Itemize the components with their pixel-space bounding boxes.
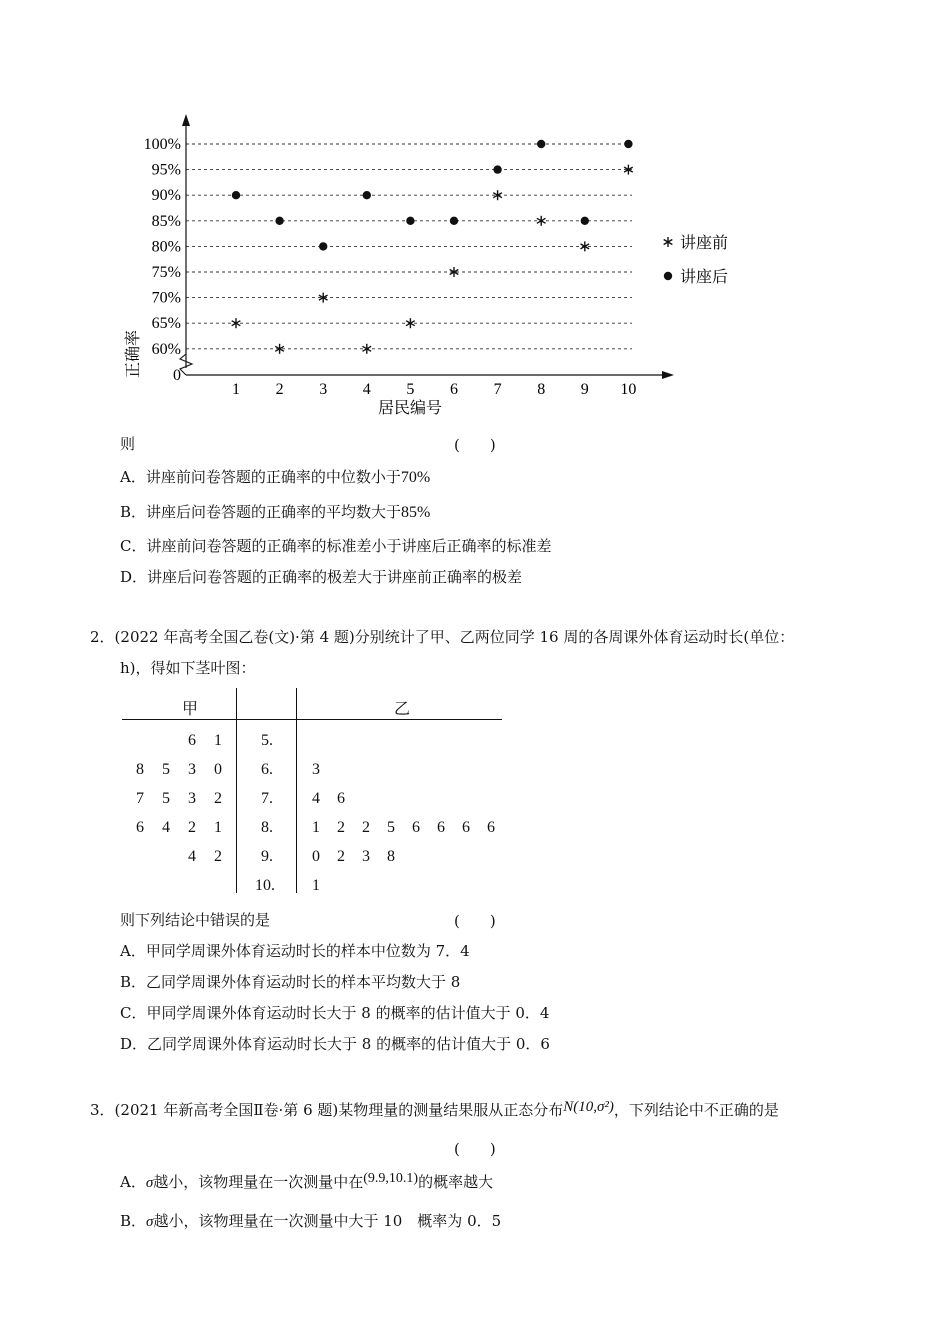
stem-leaf-header-right: 乙 bbox=[394, 701, 411, 718]
left-leaf: 1 bbox=[214, 819, 222, 836]
left-leaf: 8 bbox=[136, 761, 144, 778]
x-tick-labels bbox=[232, 381, 636, 398]
after-lecture-point bbox=[275, 217, 283, 225]
x-axis-arrow bbox=[662, 371, 674, 379]
left-leaf: 4 bbox=[162, 819, 170, 836]
left-leaf: 3 bbox=[188, 790, 196, 807]
option-text: 讲座前问卷答题的正确率的标准差小于讲座后正确率的标准差 bbox=[146, 537, 552, 555]
after-lecture-point bbox=[363, 191, 371, 199]
option-key: D． bbox=[120, 1035, 148, 1053]
right-leaf: 2 bbox=[362, 819, 370, 836]
option-text: 讲座后问卷答题的正确率的极差大于讲座前正确率的极差 bbox=[147, 568, 523, 586]
legend-label: 讲座后 bbox=[680, 267, 729, 286]
stem-value: 8. bbox=[261, 819, 273, 836]
left-leaf: 0 bbox=[214, 761, 222, 778]
option-key: B． bbox=[120, 1212, 147, 1230]
q2-option-b bbox=[120, 972, 460, 992]
option-text: 乙同学周课外体育运动时长的样本平均数大于 8 bbox=[146, 973, 461, 991]
scatter-chart bbox=[0, 100, 800, 430]
q3-option-a bbox=[120, 1172, 493, 1194]
q1-option-d bbox=[120, 567, 522, 587]
stem-value: 10. bbox=[255, 877, 275, 894]
y-axis-arrow bbox=[182, 114, 190, 126]
right-leaf: 4 bbox=[312, 790, 320, 807]
y-tick-label: 70% bbox=[151, 289, 181, 307]
y-tick-label: 75% bbox=[151, 264, 181, 281]
right-leaf: 2 bbox=[337, 848, 345, 865]
x-tick-label: 6 bbox=[450, 381, 458, 398]
left-leaf: 2 bbox=[188, 819, 196, 836]
question-number: 2． bbox=[90, 628, 115, 646]
option-text: 甲同学周课外体育运动时长的样本中位数为 7．4 bbox=[145, 942, 470, 960]
left-leaf: 7 bbox=[136, 790, 144, 807]
normal-distribution-formula: N(10,σ²) bbox=[563, 1099, 614, 1115]
left-leaf: 6 bbox=[188, 732, 196, 749]
interval-formula: (9.9,10.1) bbox=[363, 1171, 419, 1186]
left-leaf: 6 bbox=[136, 819, 144, 836]
right-leaf: 6 bbox=[437, 819, 445, 836]
stem-value: 6. bbox=[261, 761, 273, 778]
q1-option-b bbox=[120, 502, 430, 523]
x-tick-label: 10 bbox=[620, 381, 637, 398]
chart-legend bbox=[664, 233, 728, 286]
before-lecture-point bbox=[537, 216, 546, 226]
right-leaf: 5 bbox=[387, 819, 395, 836]
chart-gridlines bbox=[186, 144, 632, 349]
right-leaf: 3 bbox=[312, 761, 320, 778]
q1-option-a bbox=[120, 467, 430, 488]
option-value: 85% bbox=[401, 504, 431, 521]
after-lecture-point bbox=[450, 217, 458, 225]
option-text: 讲座后问卷答题的正确率的平均数大于 bbox=[146, 503, 402, 521]
stem-leaf-header-rule bbox=[122, 719, 502, 720]
option-key: B． bbox=[120, 973, 147, 991]
option-text: 甲同学周课外体育运动时长大于 8 的概率的估计值大于 0．4 bbox=[146, 1004, 550, 1022]
y-tick-label: 80% bbox=[151, 238, 181, 256]
stem-leaf-divider-left bbox=[236, 688, 237, 893]
right-leaf: 3 bbox=[362, 848, 370, 865]
q2-option-a bbox=[120, 941, 470, 961]
option-text-tail: 的概率越大 bbox=[418, 1173, 494, 1191]
y-tick-label: 0 bbox=[173, 367, 181, 384]
q1-answer-paren: ( ) bbox=[454, 436, 496, 454]
after-lecture-point bbox=[581, 217, 589, 225]
y-tick-label: 100% bbox=[143, 136, 181, 153]
right-leaf: 6 bbox=[412, 819, 420, 836]
q3-answer-paren: ( ) bbox=[454, 1140, 496, 1158]
q2-option-d bbox=[120, 1034, 550, 1054]
option-text: 越小，该物理量在一次测量中大于 10 概率为 0．5 bbox=[153, 1212, 502, 1230]
after-lecture-point bbox=[493, 165, 501, 173]
right-leaf: 6 bbox=[487, 819, 495, 836]
x-tick-label: 9 bbox=[580, 381, 589, 398]
x-tick-label: 4 bbox=[362, 381, 371, 398]
option-value: 70% bbox=[400, 469, 431, 486]
right-leaf: 2 bbox=[337, 819, 345, 836]
option-key: C． bbox=[120, 1004, 147, 1022]
q2-head-line1 bbox=[90, 627, 794, 647]
option-key: A． bbox=[120, 1173, 146, 1191]
right-leaf: 8 bbox=[387, 848, 395, 865]
q2-answer-paren: ( ) bbox=[454, 912, 496, 930]
option-key: D． bbox=[120, 568, 148, 586]
option-key: B． bbox=[120, 503, 147, 521]
right-leaf: 1 bbox=[312, 877, 320, 894]
before-lecture-point bbox=[406, 318, 415, 328]
y-axis-label: 正确率 bbox=[123, 329, 142, 378]
option-key: A． bbox=[120, 942, 146, 960]
option-text: 越小，该物理量在一次测量中在 bbox=[153, 1173, 364, 1191]
left-leaf: 3 bbox=[188, 761, 196, 778]
after-lecture-point bbox=[319, 242, 327, 250]
x-tick-label: 1 bbox=[232, 381, 240, 398]
stem-leaf-divider-right bbox=[296, 688, 297, 893]
q2-option-c bbox=[120, 1003, 549, 1023]
q3-head-line1 bbox=[90, 1100, 779, 1121]
before-lecture-point bbox=[362, 344, 371, 354]
option-key: A． bbox=[120, 468, 146, 486]
right-leaf: 0 bbox=[312, 848, 320, 865]
question-text-tail: ，下列结论中不正确的是 bbox=[613, 1101, 779, 1119]
x-tick-label: 7 bbox=[493, 381, 502, 398]
after-lecture-point bbox=[232, 191, 240, 199]
q1-option-c bbox=[120, 536, 552, 556]
left-leaf: 5 bbox=[162, 761, 170, 778]
left-leaf: 1 bbox=[214, 732, 222, 749]
stem-value: 9. bbox=[261, 848, 273, 865]
stem-leaf-plot bbox=[122, 688, 502, 898]
y-tick-label: 60% bbox=[151, 340, 181, 358]
question-number: 3． bbox=[90, 1101, 115, 1119]
q2-prompt: 则下列结论中错误的是 bbox=[120, 911, 271, 929]
right-leaf: 6 bbox=[462, 819, 470, 836]
x-tick-label: 8 bbox=[537, 381, 546, 398]
left-leaf: 2 bbox=[214, 790, 222, 807]
y-tick-label: 85% bbox=[151, 212, 181, 230]
x-tick-label: 2 bbox=[275, 381, 284, 398]
y-tick-label: 90% bbox=[151, 187, 181, 205]
q2-head-line2: h)，得如下茎叶图： bbox=[120, 659, 256, 677]
before-lecture-point bbox=[580, 241, 589, 251]
legend-star-icon bbox=[664, 237, 673, 247]
sigma-symbol: σ bbox=[146, 1214, 154, 1230]
left-leaf: 2 bbox=[214, 848, 222, 865]
sigma-symbol: σ bbox=[145, 1175, 154, 1191]
q1-stem-tail: 则 bbox=[120, 435, 136, 453]
option-text: 乙同学周课外体育运动时长大于 8 的概率的估计值大于 0．6 bbox=[147, 1035, 550, 1053]
left-leaf: 4 bbox=[188, 848, 196, 865]
right-leaf: 6 bbox=[337, 790, 345, 807]
legend-dot-icon bbox=[664, 272, 672, 280]
before-lecture-point bbox=[232, 318, 241, 328]
y-tick-label: 65% bbox=[151, 315, 181, 333]
legend-label: 讲座前 bbox=[680, 233, 729, 252]
after-lecture-point bbox=[406, 217, 414, 225]
question-text: (2022 年高考全国乙卷(文)·第 4 题)分别统计了甲、乙两位同学 16 周的各周课外体育运动时长(单位： bbox=[114, 628, 795, 646]
q3-option-b bbox=[120, 1211, 501, 1232]
x-axis-label: 居民编号 bbox=[377, 398, 443, 417]
stem-value: 5. bbox=[261, 732, 273, 749]
left-leaf: 5 bbox=[162, 790, 170, 807]
option-text: 讲座前问卷答题的正确率的中位数小于 bbox=[145, 468, 401, 486]
x-tick-label: 3 bbox=[319, 381, 328, 398]
y-tick-label: 95% bbox=[151, 161, 181, 179]
y-tick-labels bbox=[144, 136, 181, 384]
x-tick-label: 5 bbox=[406, 381, 415, 398]
stem-value: 7. bbox=[261, 790, 273, 807]
option-key: C． bbox=[120, 537, 147, 555]
after-lecture-point bbox=[624, 140, 632, 148]
right-leaf: 1 bbox=[312, 819, 320, 836]
after-lecture-point bbox=[537, 140, 545, 148]
question-text: (2021 年新高考全国Ⅱ卷·第 6 题)某物理量的测量结果服从正态分布 bbox=[114, 1101, 564, 1119]
stem-leaf-header-left: 甲 bbox=[182, 701, 199, 718]
